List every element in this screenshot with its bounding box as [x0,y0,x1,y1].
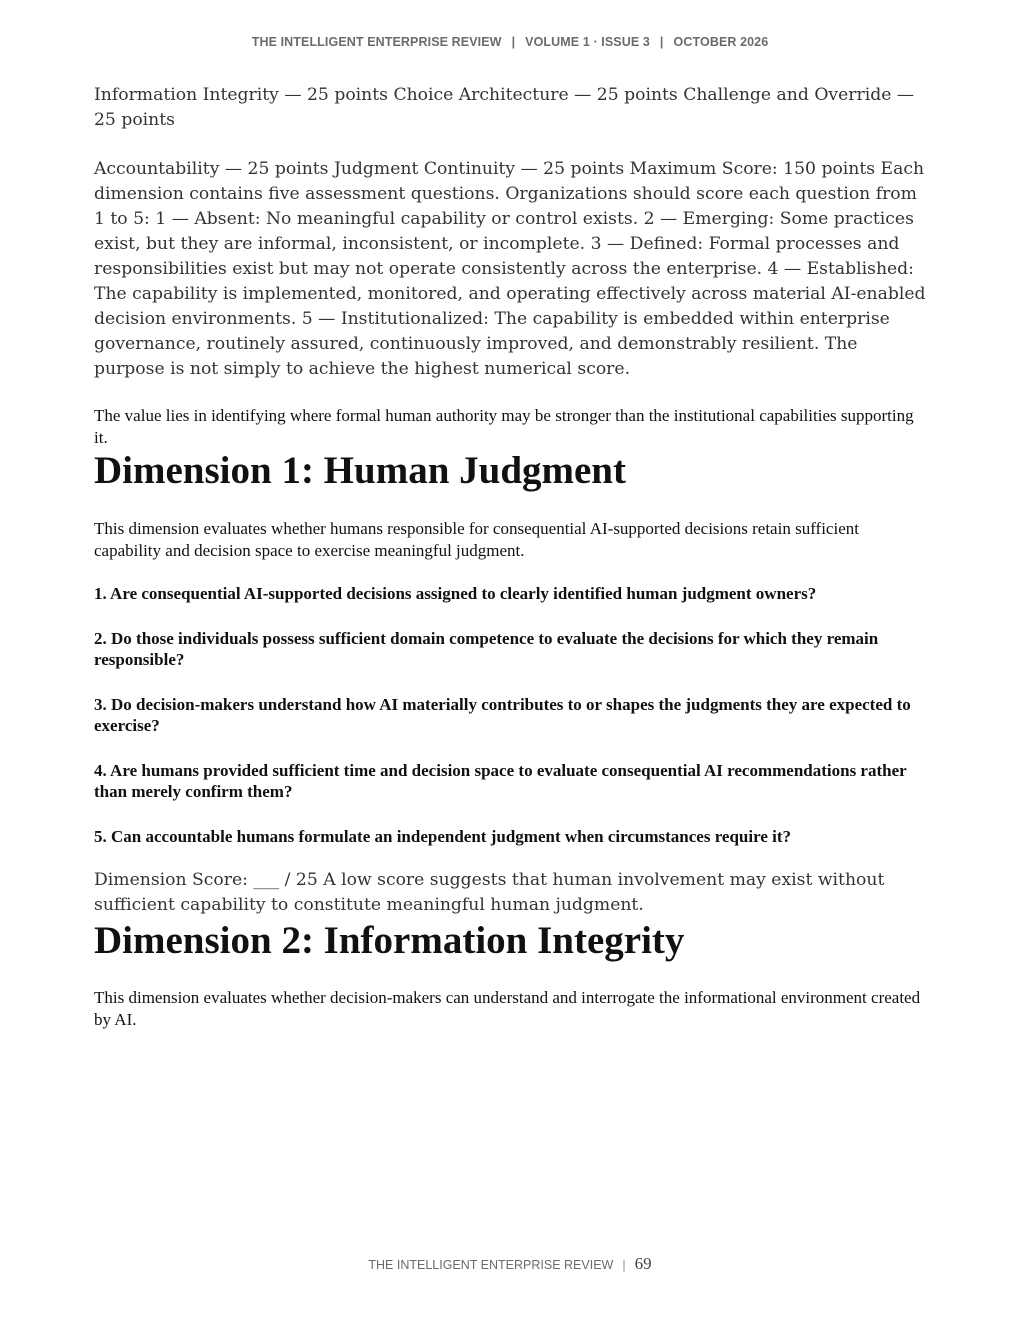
page-number: 69 [634,1254,652,1273]
dimension-1-heading: Dimension 1: Human Judgment [94,449,626,492]
header-date: OCTOBER 2026 [673,35,769,49]
header-volume-issue: VOLUME 1 · ISSUE 3 [525,35,650,49]
page-content [94,83,930,1030]
footer-separator: | [622,1258,626,1272]
dimension-2-description: This dimension evaluates whether decision-makers can understand and interrogate the informational environment created by AI. [94,988,921,1029]
intro-paragraph-2: Accountability — 25 points Judgment Continuity — 25 points Maximum Score: 150 points Each dimension contains five assessment questions. Organizations should score each question from 1 to 5: 1 — Absent: No meaningful capability or control exists. 2 — Emerging: Some practices exist, but they are informal, inconsistent, or incomplete. 3 — Defined: Formal processes and responsibilities exist but may not operate consistently across the enterprise. 4 — Established: The capability is implemented, monitored, and operating effectively across material AI-enabled decision environments. 5 — Institutionalized: The capability is embedded within enterprise governance, routinely assured, continuously improved, and demonstrably resilient. The purpose is not simply to achieve the highest numerical score. [94,159,926,379]
dimension-1-question-4: 4. Are humans provided sufficient time and decision space to evaluate consequential AI recommendations rather than merely confirm them? [94,760,907,801]
header-separator: | [659,35,664,49]
footer-publication: THE INTELLIGENT ENTERPRISE REVIEW [368,1258,614,1272]
dimension-1-question-3: 3. Do decision-makers understand how AI materially contributes to or shapes the judgments they are expected to exercise? [94,694,911,735]
header-separator: | [511,35,516,49]
dimension-1-question-2: 2. Do those individuals possess sufficient domain competence to evaluate the decisions for which they remain responsible? [94,628,879,669]
dimension-2-heading: Dimension 2: Information Integrity [94,919,685,962]
header-publication: THE INTELLIGENT ENTERPRISE REVIEW [251,35,502,49]
intro-paragraph-3: The value lies in identifying where formal human authority may be stronger than the institutional capabilities supporting it. [94,406,914,447]
dimension-1-question-1: 1. Are consequential AI-supported decisions assigned to clearly identified human judgment owners? [94,584,817,603]
dimension-1-score: Dimension Score: ___ / 25 A low score suggests that human involvement may exist without sufficient capability to constitute meaningful human judgment. [94,870,885,915]
dimension-1-description: This dimension evaluates whether humans responsible for consequential AI-supported decisions retain sufficient capability and decision space to exercise meaningful judgment. [94,519,859,560]
intro-paragraph-1: Information Integrity — 25 points Choice Architecture — 25 points Challenge and Override — 25 points [94,85,915,130]
dimension-1-question-5: 5. Can accountable humans formulate an independent judgment when circumstances require it? [94,826,792,846]
running-footer [0,1254,1020,1274]
running-header [0,35,1020,49]
